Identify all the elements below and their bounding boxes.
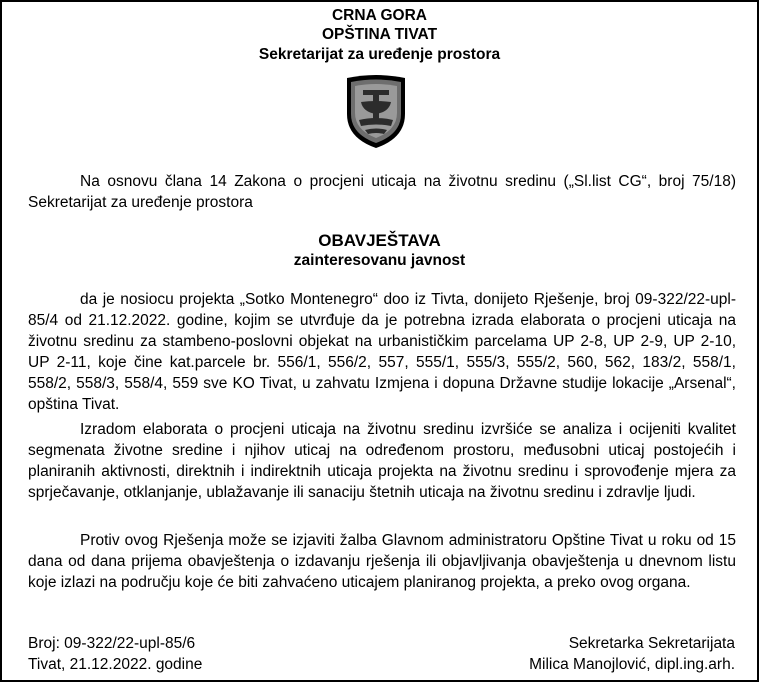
appeal-paragraph: Protiv ovog Rješenja može se izjaviti žalba Glavnom administratoru Opštine Tivat u roku od 15 dana od dana prijema obavještenja o izdavanju rješenja ili objavljivanja obavještenja u dnevnom listu koje izlazi na području koje će biti zahvaćeno uticajem planiranog projekta, a preko ovog organa.: [28, 532, 736, 591]
reference-number: Broj: 09-322/22-upl-85/6: [28, 635, 196, 652]
header-department: Sekretarijat za uređenje prostora: [258, 46, 501, 63]
elaborate-paragraph: Izradom elaborata o procjeni uticaja na životnu sredinu izvršiće se analiza i ocijeniti kvalitet segmenata životne sredine i njihov uticaj na određenom prostoru, međusobni uticaj postojećih i planiranih aktivnosti, direktnih i indirektnih uticaja projekta na životnu sredinu i sprovođenje mjera za sprječavanje, otklanjanje, ublažavanje ili sanaciju štetnih uticaja na životnu sredinu i zdravlje ljudi.: [28, 421, 736, 501]
notice-subtitle: zainteresovanu javnost: [293, 252, 466, 269]
decision-paragraph: da je nosiocu projekta „Sotko Montenegro“ doo iz Tivta, donijeto Rješenje, broj 09-322/22-upl-85/4 od 21.12.2022. godine, kojim se utvrđuje da je potrebna izrada elaborata o procjeni uticaja na životnu sredinu za stambeno-poslovni objekat na urbanističkim parcelama UP 2-8, UP 2-9, UP 2-10, UP 2-11, koje čine kat.parcele br. 556/1, 556/2, 557, 555/1, 555/3, 555/2, 560, 562, 183/2, 558/1, 558/2, 558/3, 558/4, 559 sve KO Tivat, u zahvatu Izmjena i dopuna Državne studije lokacije „Arsenal“, opština Tivat.: [28, 291, 736, 413]
notice-title: OBAVJEŠTAVA: [318, 231, 441, 250]
signatory-name: Milica Manojlović, dipl.ing.arh.: [529, 656, 735, 673]
coat-of-arms-icon: [343, 74, 409, 150]
header-municipality: OPŠTINA TIVAT: [321, 26, 438, 43]
place-date: Tivat, 21.12.2022. godine: [28, 656, 203, 673]
header-country: CRNA GORA: [331, 7, 427, 24]
signatory-title: Sekretarka Sekretarijata: [568, 635, 735, 652]
intro-paragraph: Na osnovu člana 14 Zakona o procjeni uticaja na životnu sredinu („Sl.list CG“, broj 75/18) Sekretarijat za uređenje prostora: [28, 173, 736, 211]
